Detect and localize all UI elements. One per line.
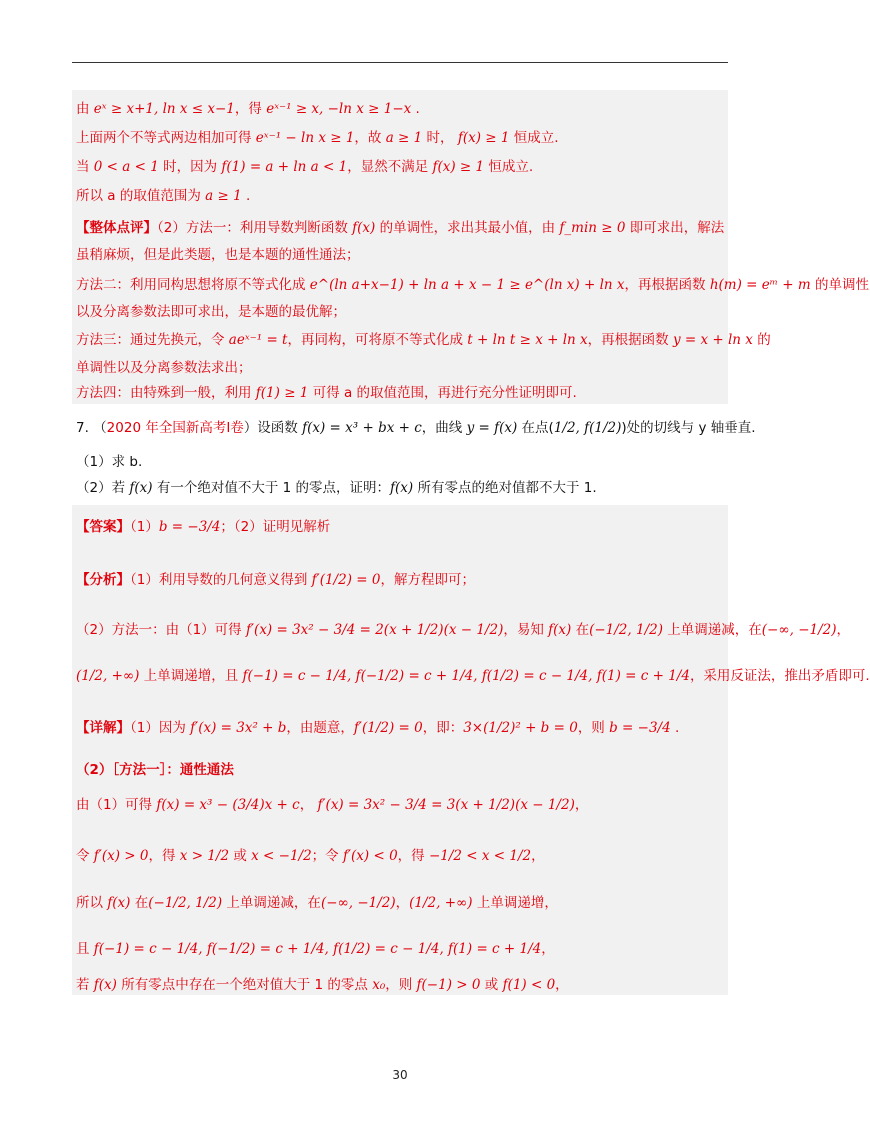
text-line bbox=[76, 358, 252, 378]
math-expression: (−1/2, 1/2) bbox=[589, 622, 663, 638]
text-run: 当 bbox=[76, 159, 94, 175]
text-line bbox=[76, 128, 559, 148]
text-run: 若 bbox=[76, 977, 94, 993]
text-run: 7. （ bbox=[76, 420, 107, 436]
text-line bbox=[76, 302, 346, 322]
text-run: 方法二：利用同构思想将原不等式化成 bbox=[76, 277, 310, 293]
math-expression: f(x) = x³ − (3/4)x + c bbox=[156, 797, 300, 813]
math-expression: f(x) bbox=[352, 220, 376, 236]
text-run: ，显然不满足 bbox=[347, 159, 433, 175]
math-expression: aeˣ⁻¹ = t bbox=[228, 332, 288, 348]
text-run: . bbox=[670, 720, 680, 736]
math-expression: a ≥ 1 bbox=[385, 130, 423, 146]
section-label: （2）［方法一］：通性通法 bbox=[76, 762, 234, 778]
text-run: （1）因为 bbox=[130, 720, 191, 736]
math-expression: (−∞, −1/2) bbox=[761, 622, 837, 638]
text-run: ， bbox=[555, 977, 569, 993]
question-line bbox=[76, 452, 142, 472]
text-run: 或 bbox=[229, 848, 252, 864]
text-run: ， bbox=[531, 848, 545, 864]
page-number: 30 bbox=[392, 1068, 408, 1082]
math-expression: 1/2, f(1/2) bbox=[553, 420, 622, 436]
text-run: ，故 bbox=[354, 130, 386, 146]
text-run: 以及分离参数法即可求出，是本题的最优解； bbox=[76, 304, 346, 320]
text-line bbox=[76, 795, 588, 815]
math-expression: 3×(1/2)² + b = 0 bbox=[463, 720, 578, 736]
text-run: 在点( bbox=[517, 420, 554, 436]
math-expression: (1/2, +∞) bbox=[409, 895, 473, 911]
text-run: 的 bbox=[752, 332, 771, 348]
text-line bbox=[76, 666, 870, 686]
text-run: 的单调性 bbox=[810, 277, 869, 293]
text-run: ，得 bbox=[234, 101, 267, 117]
source-label: 2020 年全国新高考Ⅰ卷 bbox=[106, 420, 244, 436]
math-expression: f(x) bbox=[93, 977, 117, 993]
text-run: 时，因为 bbox=[158, 159, 222, 175]
math-expression: x₀ bbox=[372, 977, 386, 993]
math-expression: f′(x) < 0 bbox=[342, 848, 398, 864]
math-expression: h(m) = eᵐ + m bbox=[709, 277, 811, 293]
text-line bbox=[76, 99, 420, 119]
math-expression: x > 1/2 bbox=[179, 848, 230, 864]
math-expression: eˣ⁻¹ ≥ x, −ln x ≥ 1−x bbox=[266, 101, 412, 117]
text-line bbox=[76, 383, 577, 403]
math-expression: f′(x) = 3x² + b bbox=[190, 720, 287, 736]
text-run: 上单调递增， bbox=[472, 895, 558, 911]
math-expression: eˣ ≥ x+1, ln x ≤ x−1 bbox=[93, 101, 235, 117]
math-expression: f(x) = x³ + bx + c bbox=[302, 420, 422, 436]
math-expression: b = −3/4 bbox=[609, 720, 671, 736]
text-run: 上单调递减，在 bbox=[222, 895, 321, 911]
math-expression: f′(1/2) = 0 bbox=[353, 720, 423, 736]
text-run: . bbox=[411, 101, 420, 117]
text-run: ，由题意， bbox=[286, 720, 354, 736]
text-run: ，得 bbox=[148, 848, 180, 864]
math-expression: t + ln t ≥ x + ln x bbox=[467, 332, 588, 348]
math-expression: f(x) bbox=[107, 895, 131, 911]
text-line bbox=[76, 157, 533, 177]
text-run: 上面两个不等式两边相加可得 bbox=[76, 130, 256, 146]
text-run: 所有零点的绝对值都不大于 1. bbox=[413, 480, 597, 496]
text-run: 在 bbox=[130, 895, 149, 911]
math-expression: (−1/2, 1/2) bbox=[148, 895, 223, 911]
text-run: 恒成立. bbox=[484, 159, 534, 175]
text-run: . bbox=[241, 188, 251, 204]
text-line bbox=[76, 186, 250, 206]
math-expression: 0 < a < 1 bbox=[93, 159, 159, 175]
text-run: 在 bbox=[571, 622, 590, 638]
math-expression: eˣ⁻¹ − ln x ≥ 1 bbox=[255, 130, 355, 146]
text-line bbox=[76, 975, 569, 995]
text-line bbox=[76, 275, 869, 295]
section-label: 【整体点评】 bbox=[76, 220, 157, 236]
text-line bbox=[76, 939, 555, 959]
text-run: 上单调递增，且 bbox=[139, 668, 243, 684]
text-line bbox=[76, 620, 850, 640]
question-line bbox=[76, 418, 756, 438]
text-run: 单调性以及分离参数法求出； bbox=[76, 360, 252, 376]
text-run: ，曲线 bbox=[421, 420, 467, 436]
text-run: （1）利用导数的几何意义得到 bbox=[130, 572, 312, 588]
text-line bbox=[76, 718, 679, 738]
text-run: ，再同构，可将原不等式化成 bbox=[287, 332, 468, 348]
header-rule bbox=[72, 62, 728, 63]
math-expression: −1/2 < x < 1/2 bbox=[428, 848, 532, 864]
text-run: ，得 bbox=[397, 848, 429, 864]
math-expression: f(1) = a + ln a < 1 bbox=[221, 159, 348, 175]
text-run: ，易知 bbox=[503, 622, 549, 638]
text-run: （1）求 b. bbox=[76, 454, 143, 470]
math-expression: f(−1) > 0 bbox=[416, 977, 481, 993]
math-expression: f(x) bbox=[129, 480, 153, 496]
text-run: ，则 bbox=[385, 977, 417, 993]
math-expression: f(−1) = c − 1/4, f(−1/2) = c + 1/4, f(1/2) = c − 1/4, f(1) = c + 1/4 bbox=[242, 668, 690, 684]
math-expression: f′(1/2) = 0 bbox=[311, 572, 381, 588]
text-run: 所以 bbox=[76, 895, 108, 911]
text-run: 由 bbox=[76, 101, 94, 117]
text-run: )处的切线与 y 轴垂直. bbox=[621, 420, 756, 436]
text-run: 恒成立. bbox=[509, 130, 559, 146]
text-run: 所以 a 的取值范围为 bbox=[76, 188, 206, 204]
text-run: ，再根据函数 bbox=[624, 277, 710, 293]
text-run: 即可求出，解法 bbox=[625, 220, 725, 236]
text-run: ， bbox=[836, 622, 850, 638]
math-expression: y = x + ln x bbox=[672, 332, 753, 348]
text-line bbox=[76, 570, 475, 590]
text-run: ，再根据函数 bbox=[587, 332, 673, 348]
text-line bbox=[76, 846, 545, 866]
text-line bbox=[76, 893, 558, 913]
text-run: 的单调性，求出其最小值，由 bbox=[375, 220, 560, 236]
text-run: ，解方程即可； bbox=[380, 572, 475, 588]
math-expression: a ≥ 1 bbox=[205, 188, 242, 204]
math-expression: f(x) bbox=[390, 480, 414, 496]
text-run: 由（1）可得 bbox=[76, 797, 157, 813]
math-expression: f′(x) = 3x² − 3/4 = 3(x + 1/2)(x − 1/2) bbox=[317, 797, 575, 813]
text-run: （2）方法一：利用导数判断函数 bbox=[157, 220, 353, 236]
text-run: 可得 a 的取值范围，再进行充分性证明即可. bbox=[308, 385, 577, 401]
text-run: ， bbox=[541, 941, 555, 957]
math-expression: e^(ln a+x−1) + ln a + x − 1 ≥ e^(ln x) + ln x bbox=[309, 277, 625, 293]
text-run: 所有零点中存在一个绝对值大于 1 的零点 bbox=[116, 977, 373, 993]
math-expression: f′(x) = 3x² − 3/4 = 2(x + 1/2)(x − 1/2) bbox=[245, 622, 504, 638]
text-line bbox=[76, 218, 724, 238]
text-line bbox=[76, 245, 360, 265]
text-line bbox=[76, 517, 330, 537]
text-run: ， bbox=[395, 895, 410, 911]
section-label: 【分析】 bbox=[76, 572, 130, 588]
math-expression: f_min ≥ 0 bbox=[559, 220, 626, 236]
text-line bbox=[76, 760, 234, 780]
text-run: （1） bbox=[130, 519, 159, 535]
math-expression: x < −1/2 bbox=[251, 848, 312, 864]
text-run: 上单调递减，在 bbox=[662, 622, 762, 638]
math-expression: (−∞, −1/2) bbox=[320, 895, 396, 911]
text-run: 令 bbox=[76, 848, 94, 864]
question-line bbox=[76, 478, 597, 498]
text-run: 方法四：由特殊到一般，利用 bbox=[76, 385, 256, 401]
text-run: 且 bbox=[76, 941, 94, 957]
math-expression: f′(x) > 0 bbox=[93, 848, 149, 864]
text-run: 时， bbox=[422, 130, 458, 146]
text-line bbox=[76, 330, 771, 350]
text-run: （2）若 bbox=[76, 480, 130, 496]
math-expression: f(−1) = c − 1/4, f(−1/2) = c + 1/4, f(1/2) = c − 1/4, f(1) = c + 1/4 bbox=[93, 941, 542, 957]
text-run: ，采用反证法，推出矛盾即可. bbox=[689, 668, 870, 684]
text-run: 虽稍麻烦，但是此类题，也是本题的通性通法； bbox=[76, 247, 360, 263]
math-expression: b = −3/4 bbox=[158, 519, 221, 535]
text-run: ， bbox=[299, 797, 318, 813]
text-run: ，则 bbox=[577, 720, 610, 736]
section-label: 【详解】 bbox=[76, 720, 130, 736]
math-expression: f(x) ≥ 1 bbox=[432, 159, 485, 175]
math-expression: f(x) ≥ 1 bbox=[457, 130, 510, 146]
math-expression: f(1) < 0 bbox=[502, 977, 556, 993]
text-run: 或 bbox=[480, 977, 503, 993]
text-run: ，即： bbox=[422, 720, 464, 736]
text-run: （2）方法一：由（1）可得 bbox=[76, 622, 246, 638]
math-expression: f(x) bbox=[548, 622, 572, 638]
math-expression: y = f(x) bbox=[466, 420, 518, 436]
math-expression: f(1) ≥ 1 bbox=[255, 385, 309, 401]
text-run: ， bbox=[574, 797, 589, 813]
text-run: ；（2）证明见解析 bbox=[220, 519, 331, 535]
text-run: 方法三：通过先换元，令 bbox=[76, 332, 229, 348]
math-expression: (1/2, +∞) bbox=[76, 668, 140, 684]
text-run: ）设函数 bbox=[243, 420, 303, 436]
text-run: ；令 bbox=[311, 848, 343, 864]
section-label: 【答案】 bbox=[76, 519, 130, 535]
text-run: 有一个绝对值不大于 1 的零点，证明： bbox=[152, 480, 391, 496]
